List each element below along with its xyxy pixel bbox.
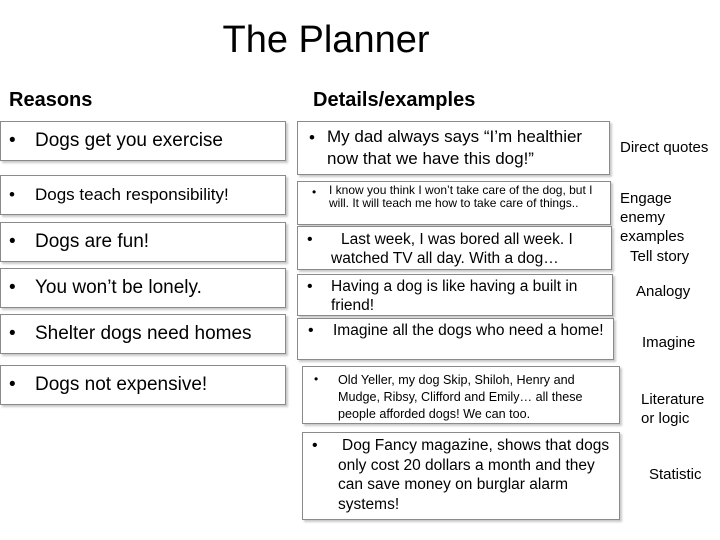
label-direct-quotes: Direct quotes bbox=[620, 139, 709, 156]
bullet: • bbox=[9, 277, 16, 298]
bullet: • bbox=[314, 372, 319, 386]
reason-box-expensive bbox=[0, 365, 286, 405]
detail-text: Last week, I was bored all week. I watched TV all day. With a dog… bbox=[331, 231, 573, 267]
reason-box-responsibility bbox=[0, 175, 286, 215]
bullet: • bbox=[9, 323, 16, 344]
reason-text: Dogs get you exercise bbox=[35, 130, 223, 151]
reason-text: Dogs teach responsibility! bbox=[35, 185, 229, 204]
detail-text: Old Yeller, my dog Skip, Shiloh, Henry and Mudge, Ribsy, Clifford and Emily… all these people afforded dogs! We can too. bbox=[338, 373, 583, 421]
detail-text: Dog Fancy magazine, shows that dogs only cost 20 dollars a month and they can save money on burglar alarm systems! bbox=[338, 437, 610, 513]
label-analogy: Analogy bbox=[636, 283, 691, 300]
reason-box-fun bbox=[0, 222, 286, 262]
bullet: • bbox=[9, 231, 16, 252]
detail-box-imagine bbox=[297, 318, 614, 360]
bullet: • bbox=[312, 185, 317, 199]
reason-box-shelter bbox=[0, 314, 286, 354]
reason-text: Dogs not expensive! bbox=[35, 374, 208, 395]
details-column-header: Details/examples bbox=[313, 89, 476, 111]
detail-text: Having a dog is like having a built in friend! bbox=[331, 278, 578, 314]
bullet: • bbox=[9, 130, 16, 151]
label-tell-story: Tell story bbox=[630, 248, 690, 265]
reason-box-exercise bbox=[0, 121, 286, 161]
reason-text: Shelter dogs need homes bbox=[35, 323, 252, 344]
reason-text: You won’t be lonely. bbox=[35, 277, 202, 298]
detail-box-analogy bbox=[297, 274, 613, 316]
page-title: The Planner bbox=[222, 19, 430, 61]
detail-box-literature bbox=[302, 366, 620, 424]
bullet: • bbox=[309, 128, 315, 147]
bullet: • bbox=[312, 437, 318, 454]
detail-text: My dad always says “I’m healthier now that we have this dog!” bbox=[327, 127, 583, 168]
label-statistic: Statistic bbox=[649, 466, 702, 483]
label-engage-enemy-examples: Engage enemy examples bbox=[620, 190, 685, 245]
detail-text: Imagine all the dogs who need a home! bbox=[333, 322, 604, 339]
bullet: • bbox=[308, 322, 314, 339]
label-literature-or-logic: Literature or logic bbox=[641, 391, 705, 427]
detail-box-quote bbox=[297, 121, 610, 175]
label-imagine: Imagine bbox=[642, 334, 696, 351]
detail-text: I know you think I won’t take care of the dog, but I will. It will teach me how to take care of things.. bbox=[329, 183, 593, 210]
bullet: • bbox=[307, 231, 313, 248]
bullet: • bbox=[9, 185, 15, 204]
reason-text: Dogs are fun! bbox=[35, 231, 150, 252]
detail-box-responsibility bbox=[297, 181, 611, 225]
reason-box-lonely bbox=[0, 268, 286, 308]
bullet: • bbox=[307, 278, 313, 295]
bullet: • bbox=[9, 374, 16, 395]
reasons-column-header: Reasons bbox=[9, 89, 93, 111]
detail-box-story bbox=[297, 226, 612, 270]
detail-box-statistic bbox=[302, 432, 620, 520]
